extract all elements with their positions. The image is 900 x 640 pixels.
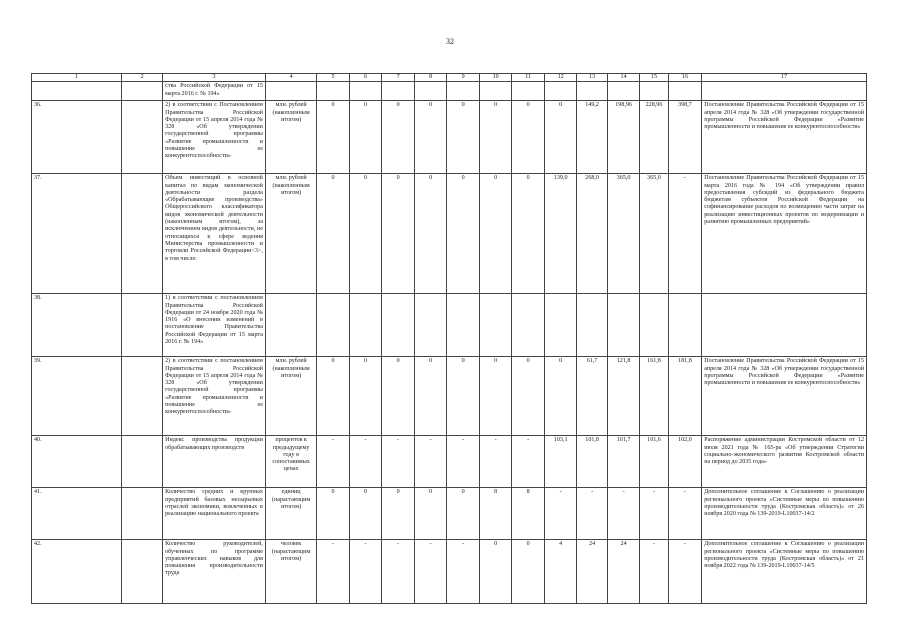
page-number: 32: [446, 37, 454, 46]
table-cell: 0: [382, 174, 415, 294]
header-cell: 17: [702, 74, 867, 82]
table-cell: 161,8: [640, 357, 668, 436]
table-cell: 0: [447, 488, 480, 540]
table-cell: [607, 294, 640, 357]
table-cell: [414, 294, 447, 357]
table-cell: -: [607, 488, 640, 540]
table-cell: [702, 82, 867, 101]
table-cell: 0: [317, 101, 350, 174]
table-cell: 0: [349, 357, 382, 436]
table-cell: Постановление Правительства Российской Федерации от 15 марта 2016 года № 194 «Об утверждении правил предоставления субсидий из федерального бюджета бюджетам субъектов Российской Федерации на софинансирование расходов по возмещению части затрат на реализацию инвестиционных проектов по модернизации и развитию промышленных предприятий»: [702, 174, 867, 294]
table-cell: [122, 174, 163, 294]
table-cell: -: [382, 540, 415, 604]
table-cell: [265, 82, 316, 101]
table-cell: 0: [479, 357, 512, 436]
table-cell: [668, 294, 702, 357]
table-cell: [512, 82, 545, 101]
table-cell: -: [512, 436, 545, 488]
row-number-cell: [32, 82, 122, 101]
header-cell: 13: [577, 74, 607, 82]
table-cell: Постановление Правительства Российской Федерации от 15 апреля 2014 года № 328 «Об утверждении государственной программы Российской Федерации «Развитие промышленности и повышение ее конкурентоспособности»: [702, 101, 867, 174]
table-cell: 0: [317, 174, 350, 294]
table-cell: -: [414, 436, 447, 488]
table-row: [32, 357, 867, 436]
row-number-cell: 36.: [32, 101, 122, 174]
table-cell: 268,0: [577, 174, 607, 294]
table-cell: [447, 294, 480, 357]
header-cell: 15: [640, 74, 668, 82]
table-cell: 0: [317, 357, 350, 436]
table-cell: 149,2: [577, 101, 607, 174]
table-cell: 0: [349, 174, 382, 294]
table-cell: ства Российской Федерации от 15 марта 2016 г. № 194»: [163, 82, 266, 101]
row-number-cell: 42.: [32, 540, 122, 604]
header-cell: 4: [265, 74, 316, 82]
table-cell: 0: [414, 488, 447, 540]
table-cell: 0: [512, 101, 545, 174]
table-cell: 0: [349, 101, 382, 174]
table-cell: 365,0: [640, 174, 668, 294]
table-cell: 121,8: [607, 357, 640, 436]
table-cell: 0: [317, 488, 350, 540]
table-cell: 1) в соответствии с постановлением Правительства Российской Федерации от 24 ноября 2020 года № 1916 «О внесении изменений в постановление Правительства Российской Федерации от 15 марта 2016 г. № 194»: [163, 294, 266, 357]
table-cell: Постановление Правительства Российской Федерации от 15 апреля 2014 года № 328 «Об утверждении государственной программы Российской Федерации «Развитие промышленности и повышение ее конкурентоспособности»: [702, 357, 867, 436]
table-cell: 0: [512, 174, 545, 294]
table-cell: 198,96: [607, 101, 640, 174]
row-number-cell: 40.: [32, 436, 122, 488]
table-cell: 0: [447, 174, 480, 294]
table-cell: -: [317, 436, 350, 488]
table-cell: 103,1: [544, 436, 577, 488]
table-cell: [607, 82, 640, 101]
table-cell: 2) в соответствии с постановлением Правительства Российской Федерации от 15 апреля 2014 года № 328 «Об утверждении государственной программы «Развитие промышленности и повышение ее конкурентоспособности»: [163, 357, 266, 436]
table-row: [32, 294, 867, 357]
indicators-table: [31, 73, 867, 604]
table-row: [32, 488, 867, 540]
table-cell: 0: [382, 357, 415, 436]
table-cell: -: [349, 540, 382, 604]
table-row: [32, 174, 867, 294]
table-cell: [668, 82, 702, 101]
table-cell: 139,0: [544, 174, 577, 294]
table-cell: [447, 82, 480, 101]
table-cell: [512, 294, 545, 357]
header-cell: 11: [512, 74, 545, 82]
table-cell: [577, 82, 607, 101]
table-cell: Дополнительное соглашение к Соглашению о реализации регионального проекта «Системные меры по повышению производительности труда (Костромская область)» от 26 ноября 2020 года № 139-2019-L10037-14/2: [702, 488, 867, 540]
table-cell: -: [382, 436, 415, 488]
table-cell: 101,8: [577, 436, 607, 488]
table-cell: -: [447, 540, 480, 604]
table-cell: [122, 540, 163, 604]
table-cell: 24: [607, 540, 640, 604]
table-cell: -: [577, 488, 607, 540]
row-number-cell: 39.: [32, 357, 122, 436]
row-number-cell: 41.: [32, 488, 122, 540]
row-number-cell: 37.: [32, 174, 122, 294]
table-cell: -: [668, 540, 702, 604]
table-cell: [479, 294, 512, 357]
table-cell: -: [640, 488, 668, 540]
table-cell: 0: [414, 357, 447, 436]
header-cell: 2: [122, 74, 163, 82]
table-cell: [122, 488, 163, 540]
table-row: [32, 82, 867, 101]
table-cell: [640, 82, 668, 101]
table-cell: 0: [544, 357, 577, 436]
table-cell: 102,0: [668, 436, 702, 488]
table-cell: 101,6: [640, 436, 668, 488]
table-cell: [317, 294, 350, 357]
header-cell: 9: [447, 74, 480, 82]
table-cell: [544, 294, 577, 357]
table-cell: единиц (нарастающим итогом): [265, 488, 316, 540]
table-cell: [382, 294, 415, 357]
table-cell: [122, 294, 163, 357]
table-cell: -: [317, 540, 350, 604]
table-cell: [702, 294, 867, 357]
table-cell: [122, 101, 163, 174]
table-cell: [122, 82, 163, 101]
table-cell: -: [414, 540, 447, 604]
table-cell: 228,96: [640, 101, 668, 174]
table-cell: 8: [512, 488, 545, 540]
table-cell: -: [544, 488, 577, 540]
table-cell: Индекс производства продукции обрабатывающих производств: [163, 436, 266, 488]
table-cell: -: [668, 174, 702, 294]
header-cell: 16: [668, 74, 702, 82]
table-cell: 4: [544, 540, 577, 604]
table-cell: 181,8: [668, 357, 702, 436]
table-cell: 0: [382, 101, 415, 174]
table-cell: 0: [447, 101, 480, 174]
table-cell: млн. рублей (накопленным итогом): [265, 101, 316, 174]
table-cell: 2) в соответствии с Постановлением Правительства Российской Федерации от 15 апреля 2014 года № 328 «Об утверждении государственной программы «Развитие промышленности и повышение ее конкурентоспособности»: [163, 101, 266, 174]
table-cell: Распоряжение администрации Костромской области от 12 июля 2021 года № 165-ра «Об утверждении Стратегии социально-экономического развития Костромской области на период до 2035 года»: [702, 436, 867, 488]
header-cell: 3: [163, 74, 266, 82]
table-cell: 0: [512, 540, 545, 604]
table-cell: -: [640, 540, 668, 604]
table-cell: -: [447, 436, 480, 488]
table-cell: [640, 294, 668, 357]
table-row: [32, 436, 867, 488]
header-cell: 7: [382, 74, 415, 82]
header-cell: 10: [479, 74, 512, 82]
header-cell: 8: [414, 74, 447, 82]
table-cell: Объем инвестиций в основной капитал по видам экономической деятельности раздела «Обрабатывающие производства» Общероссийского классификатора видов экономической деятельности (накопленным итогом), за исключением видов деятельности, не относящихся к сфере ведения Министерства промышленности и торговли Российской Федерации<3>, в том числе:: [163, 174, 266, 294]
table-cell: 8: [479, 488, 512, 540]
table-cell: 0: [479, 540, 512, 604]
header-cell: 5: [317, 74, 350, 82]
table-cell: 0: [382, 488, 415, 540]
table-cell: Количество средних и крупных предприятий базовых несырьевых отраслей экономики, вовлеченных в реализацию национального проекта: [163, 488, 266, 540]
table-cell: 0: [414, 174, 447, 294]
table-cell: 0: [447, 357, 480, 436]
table-cell: [414, 82, 447, 101]
table-cell: [265, 294, 316, 357]
table-cell: [122, 357, 163, 436]
table-cell: Дополнительное соглашение к Соглашению о реализации регионального проекта «Системные меры по повышению производительности труда (Костромская область)» от 21 ноября 2022 года № 139-2019-L10037-14/5: [702, 540, 867, 604]
header-row: [32, 74, 867, 82]
table-cell: [577, 294, 607, 357]
table-cell: -: [479, 436, 512, 488]
table-cell: 398,7: [668, 101, 702, 174]
table-cell: [317, 82, 350, 101]
header-cell: 12: [544, 74, 577, 82]
row-number-cell: 38.: [32, 294, 122, 357]
table-cell: [479, 82, 512, 101]
table-row: [32, 540, 867, 604]
table-cell: человек (нарастающим итогом): [265, 540, 316, 604]
header-cell: 6: [349, 74, 382, 82]
table-cell: млн. рублей (накопленным итогом): [265, 357, 316, 436]
table-cell: [382, 82, 415, 101]
table-cell: -: [349, 436, 382, 488]
table-row: [32, 101, 867, 174]
table-cell: 0: [512, 357, 545, 436]
table-cell: 0: [349, 488, 382, 540]
table-cell: 0: [479, 174, 512, 294]
table-cell: 61,7: [577, 357, 607, 436]
table-cell: 365,0: [607, 174, 640, 294]
table-cell: 24: [577, 540, 607, 604]
table-cell: 0: [544, 101, 577, 174]
table-cell: млн. рублей (накопленным итогом): [265, 174, 316, 294]
table-cell: [349, 82, 382, 101]
header-cell: 1: [32, 74, 122, 82]
header-cell: 14: [607, 74, 640, 82]
table-cell: [544, 82, 577, 101]
table-cell: -: [668, 488, 702, 540]
table-cell: 101,7: [607, 436, 640, 488]
table-cell: процентов к предыдущему году в сопоставимых ценах: [265, 436, 316, 488]
table-cell: [122, 436, 163, 488]
table-cell: Количество руководителей, обученных по программе управленческих навыков для повышения производительности труда: [163, 540, 266, 604]
table-cell: 0: [414, 101, 447, 174]
table-cell: [349, 294, 382, 357]
table-cell: 0: [479, 101, 512, 174]
